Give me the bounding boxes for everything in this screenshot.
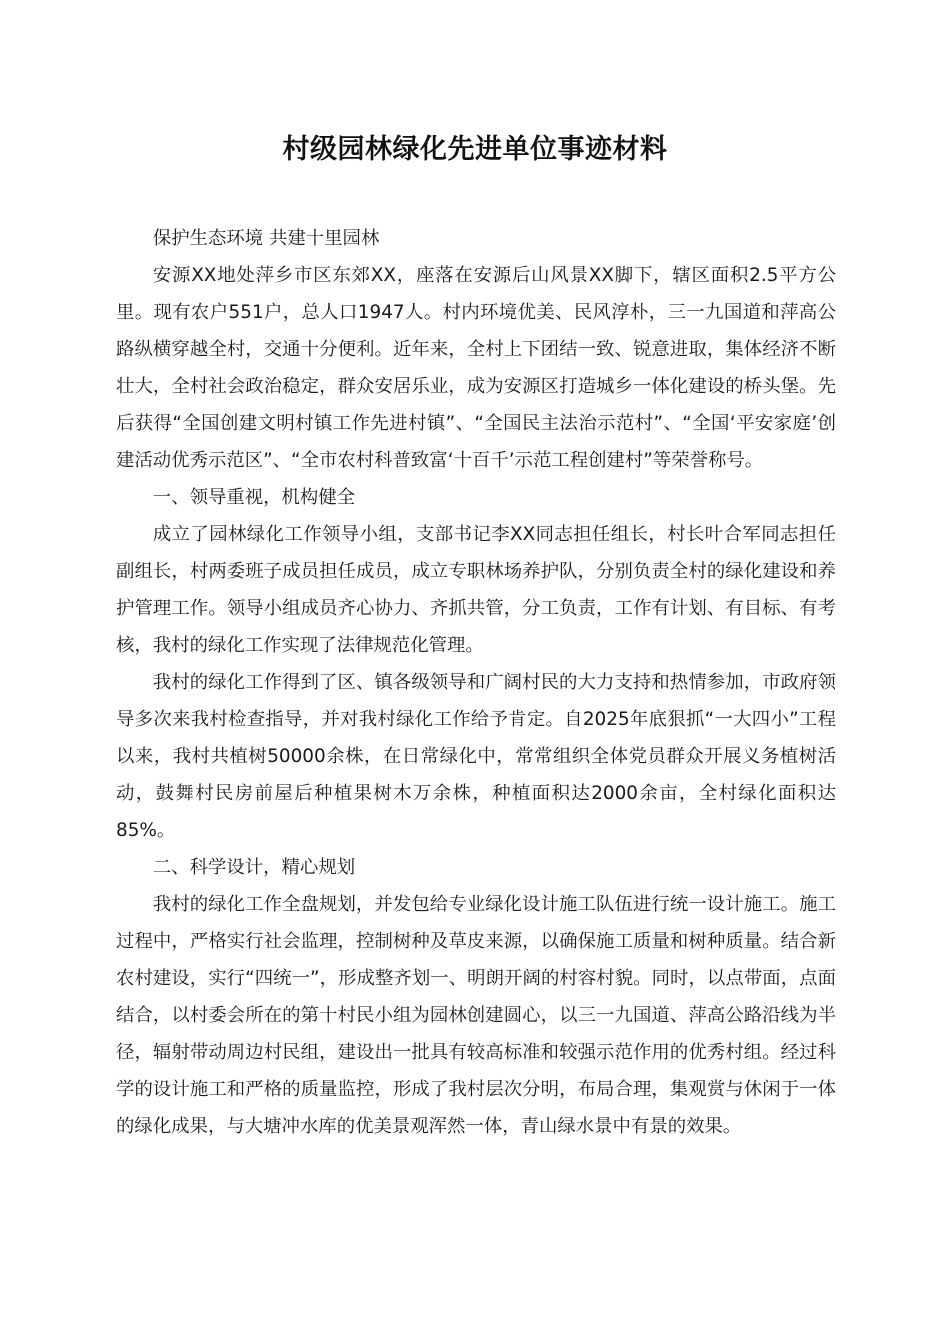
section-1-paragraph-2: 我村的绿化工作得到了区、镇各级领导和广阔村民的大力支持和热情参加，市政府领导多次来我村检查指导，并对我村绿化工作给予肯定。自2025年底狠抓“一大四小”工程以来，我村共植树50000余株，在日常绿化中，常常组织全体党员群众开展义务植树活动，鼓舞村民房前屋后种植果树木万余株，种植面积达2000余亩，全村绿化面积达85%。 [116,672,836,841]
section-1-heading: 一、领导重视，机构健全 [152,487,356,508]
document-body [116,220,836,1145]
section-2-paragraph-1: 我村的绿化工作全盘规划，并发包给专业绿化设计施工队伍进行统一设计施工。施工过程中，严格实行社会监理，控制树种及草皮来源，以确保施工质量和树种质量。结合新农村建设，实行“四统一”，形成整齐划一、明朗开阔的村容村貌。同时，以点带面，点面结合，以村委会所在的第十村民小组为园林创建圆心，以三一九国道、萍高公路沿线为半径，辐射带动周边村民组，建设出一批具有较高标准和较强示范作用的优秀村组。经过科学的设计施工和严格的质量监控，形成了我村层次分明，布局合理，集观赏与休闲于一体的绿化成果，与大塘冲水库的优美景观浑然一体，青山绿水景中有景的效果。 [116,894,836,1137]
document-title: 村级园林绿化先进单位事迹材料 [282,134,668,165]
intro-paragraph: 安源XX地处萍乡市区东郊XX，座落在安源后山风景XX脚下，辖区面积2.5平方公里。现有农户551户，总人口1947人。村内环境优美、民风淳朴，三一九国道和萍高公路纵横穿越全村，交通十分便利。近年来，全村上下团结一致、锐意进取，集体经济不断壮大，全村社会政治稳定，群众安居乐业，成为安源区打造城乡一体化建设的桥头堡。先后获得“全国创建文明村镇工作先进村镇”、“全国民主法治示范村”、“全国‘平安家庭’创建活动优秀示范区”、“全市农村科普致富‘十百千’示范工程创建村”等荣誉称号。 [116,265,836,471]
section-2-heading: 二、科学设计，精心规划 [152,857,356,878]
document-subtitle: 保护生态环境 共建十里园林 [152,228,380,249]
section-1-paragraph-1: 成立了园林绿化工作领导小组，支部书记李XX同志担任组长，村长叶合军同志担任副组长，村两委班子成员担任成员，成立专职林场养护队，分别负责全村的绿化建设和养护管理工作。领导小组成员齐心协力、齐抓共管，分工负责，工作有计划、有目标、有考核，我村的绿化工作实现了法律规范化管理。 [116,524,836,656]
